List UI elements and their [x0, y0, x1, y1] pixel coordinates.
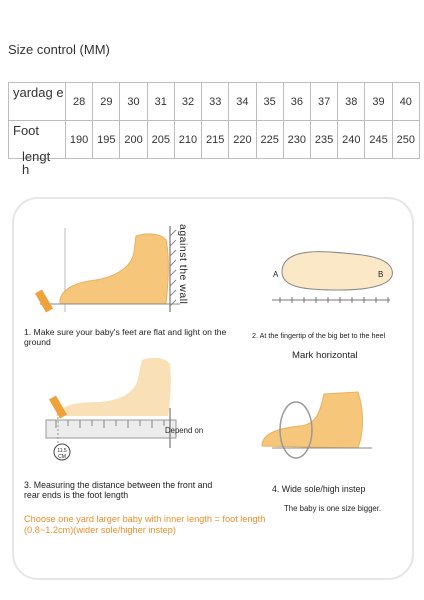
against-wall-label: against the wall: [177, 224, 189, 305]
page-title: Size control (MM): [8, 42, 110, 57]
table-cell: 205: [147, 121, 174, 159]
table-cell: 210: [174, 121, 201, 159]
table-cell: 200: [120, 121, 147, 159]
one-size-bigger-label: The baby is one size bigger.: [284, 504, 382, 513]
step3-caption: 3. Measuring the distance between the front and rear ends is the foot length: [24, 480, 213, 500]
table-cell: 245: [365, 121, 392, 159]
table-cell: 38: [338, 83, 365, 121]
table-cell: 195: [93, 121, 120, 159]
step2-insole-illustration: [272, 252, 392, 303]
step1-caption: 1. Make sure your baby's feet are flat and light on the ground: [24, 327, 227, 347]
insole-label-a: A: [273, 270, 279, 279]
table-cell: 35: [256, 83, 283, 121]
table-cell: 215: [202, 121, 229, 159]
table-cell: 34: [229, 83, 256, 121]
table-cell: 32: [174, 83, 201, 121]
step3-ruler-illustration: [46, 358, 176, 460]
table-cell: 29: [93, 83, 120, 121]
table-cell: 40: [392, 83, 419, 121]
table-cell: 240: [338, 121, 365, 159]
table-cell: 36: [283, 83, 310, 121]
depend-on-label: Depend on: [165, 426, 204, 435]
table-cell: 37: [310, 83, 337, 121]
table-cell: 225: [256, 121, 283, 159]
table-cell: 230: [283, 121, 310, 159]
table-cell: 31: [147, 83, 174, 121]
step1-foot-illustration: [35, 226, 180, 313]
table-cell: 220: [229, 121, 256, 159]
mark-horizontal-label: Mark horizontal: [292, 350, 358, 361]
step2-caption: 2. At the fingertip of the big bet to the heel: [252, 331, 386, 340]
insole-label-b: B: [378, 270, 384, 279]
table-cell: 30: [120, 83, 147, 121]
table-cell: 250: [392, 121, 419, 159]
table-cell: 33: [202, 83, 229, 121]
table-cell: 235: [310, 121, 337, 159]
size-advice-note: Choose one yard larger baby with inner length = foot length (0.8~1.2cm)(wider sole/higher instep): [24, 514, 266, 535]
row-label-yardage: yardag e: [9, 83, 66, 121]
table-cell: 190: [66, 121, 93, 159]
step4-foot-illustration: [262, 392, 372, 458]
row-label-length: lengt h: [22, 149, 51, 177]
ruler-badge: 11.5 CM: [57, 448, 67, 460]
table-cell: 39: [365, 83, 392, 121]
step4-caption: 4. Wide sole/high instep: [272, 484, 366, 494]
row-label-foot: Foot: [9, 121, 66, 159]
table-cell: 28: [66, 83, 93, 121]
